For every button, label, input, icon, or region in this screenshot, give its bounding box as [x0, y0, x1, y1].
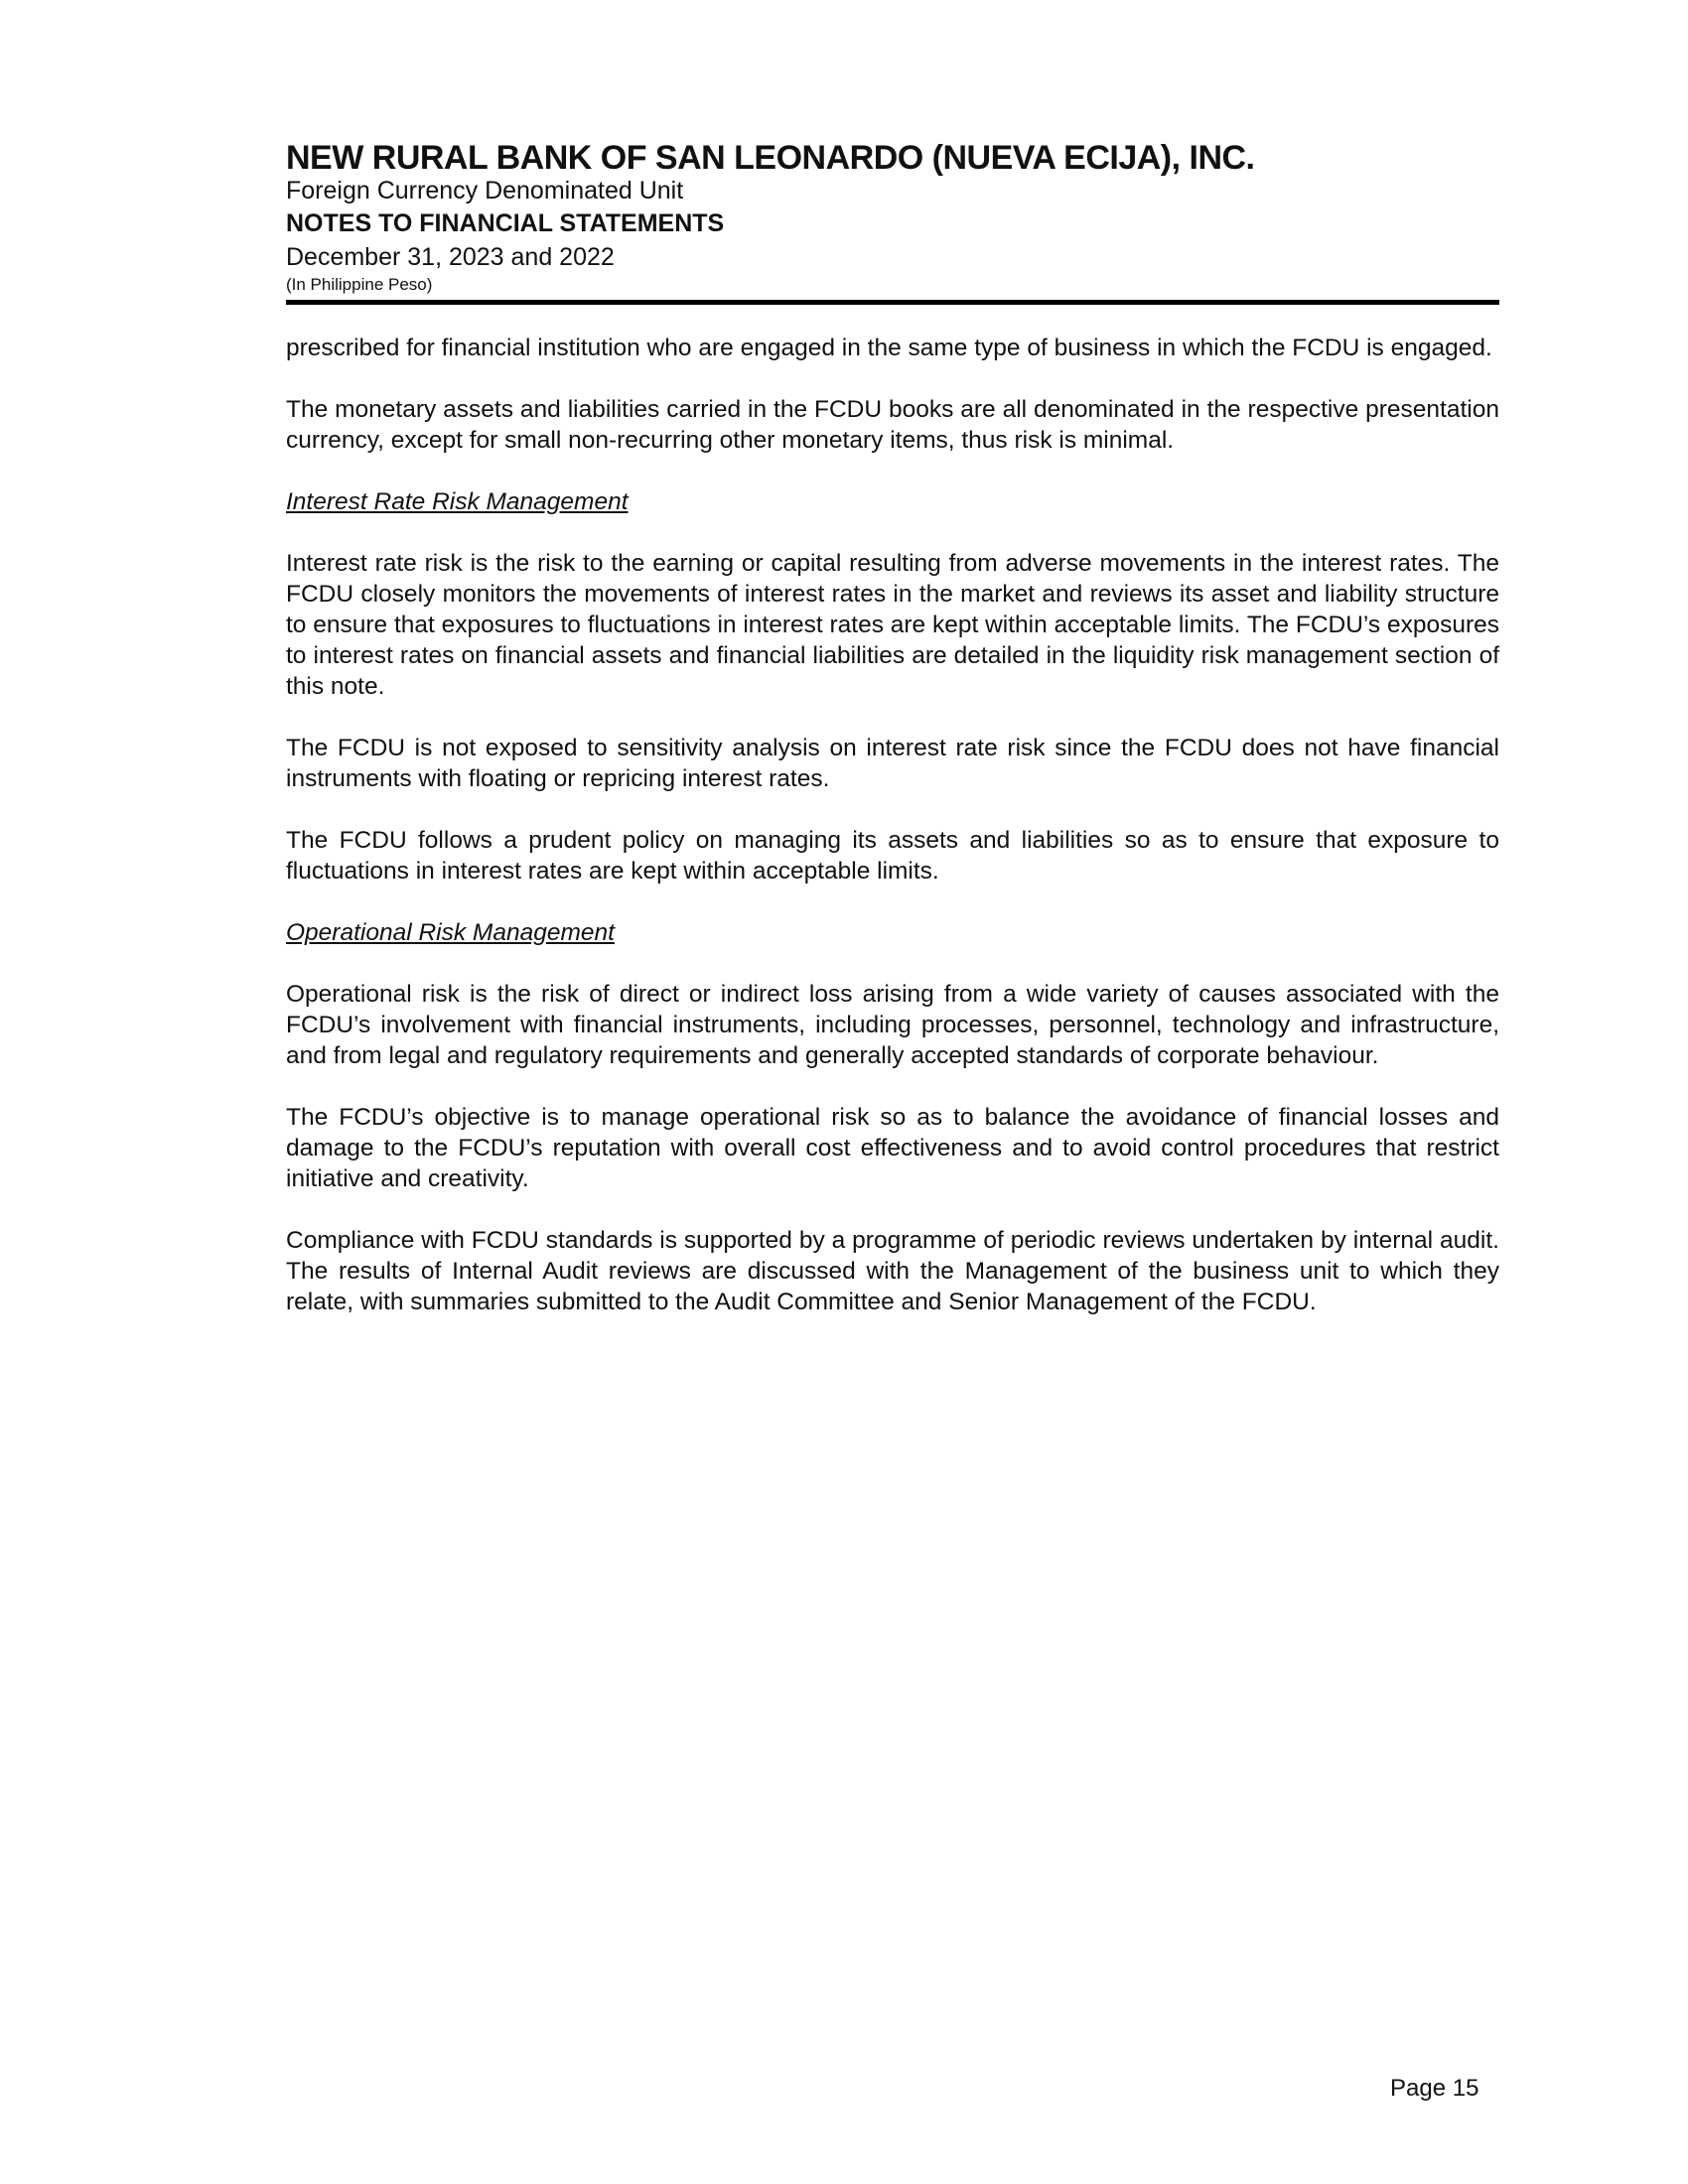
- document-title: NOTES TO FINANCIAL STATEMENTS: [286, 209, 725, 237]
- currency-note: (In Philippine Peso): [286, 275, 433, 294]
- section-heading-operational-risk: Operational Risk Management: [286, 919, 615, 946]
- paragraph: Compliance with FCDU standards is supported by a programme of periodic reviews undertaken by internal audit. The results of Internal Audit reviews are discussed with the Management of the business unit to which they relate, with summaries submitted to the Audit Committee and Senior Management of the FCDU.: [286, 1227, 1499, 1315]
- header-rule: [286, 300, 1499, 305]
- paragraph: The FCDU is not exposed to sensitivity analysis on interest rate risk since the FCDU does not have financial instruments with floating or repricing interest rates.: [286, 735, 1499, 792]
- company-name: NEW RURAL BANK OF SAN LEONARDO (NUEVA ECIJA), INC.: [286, 139, 1255, 177]
- paragraph: Interest rate risk is the risk to the earning or capital resulting from adverse movements in the interest rates. The FCDU closely monitors the movements of interest rates in the market and reviews its asset and liability structure to ensure that exposures to fluctuations in interest rates are kept within acceptable limits. The FCDU’s exposures to interest rates on financial assets and financial liabilities are detailed in the liquidity risk management section of this note.: [286, 550, 1499, 700]
- page-number: Page 15: [1390, 2075, 1479, 2102]
- reporting-period: December 31, 2023 and 2022: [286, 243, 615, 271]
- document-body: [286, 333, 1499, 1348]
- paragraph: prescribed for financial institution who are engaged in the same type of business in which the FCDU is engaged.: [286, 335, 1492, 361]
- paragraph: The FCDU’s objective is to manage operational risk so as to balance the avoidance of financial losses and damage to the FCDU’s reputation with overall cost effectiveness and to avoid control procedures that restrict initiative and creativity.: [286, 1104, 1499, 1192]
- paragraph: The FCDU follows a prudent policy on managing its assets and liabilities so as to ensure that exposure to fluctuations in interest rates are kept within acceptable limits.: [286, 827, 1499, 885]
- paragraph: Operational risk is the risk of direct or indirect loss arising from a wide variety of causes associated with the FCDU’s involvement with financial instruments, including processes, personnel, technology and infrastructure, and from legal and regulatory requirements and generally accepted standards of corporate behaviour.: [286, 981, 1499, 1069]
- paragraph: The monetary assets and liabilities carried in the FCDU books are all denominated in the respective presentation currency, except for small non-recurring other monetary items, thus risk is minimal.: [286, 396, 1499, 454]
- unit-name: Foreign Currency Denominated Unit: [286, 177, 684, 205]
- section-heading-interest-rate-risk: Interest Rate Risk Management: [286, 488, 629, 515]
